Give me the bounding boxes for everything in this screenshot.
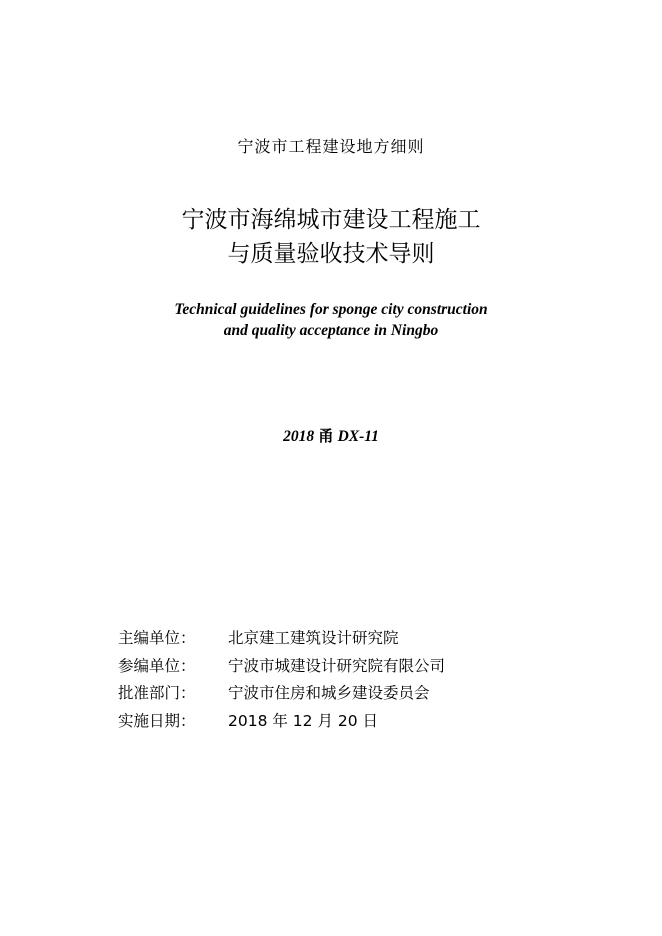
document-title	[0, 203, 662, 271]
series-title: 宁波市工程建设地方细则	[237, 137, 425, 156]
publication-info	[118, 626, 558, 736]
info-value: 北京建工建筑设计研究院	[228, 629, 399, 647]
document-number	[0, 424, 662, 446]
document-number-code: DX-11	[337, 428, 379, 445]
english-title	[0, 299, 662, 341]
info-value: 宁波市城建设计研究院有限公司	[228, 656, 446, 675]
english-title-line-2: and quality acceptance in Ningbo	[223, 322, 439, 339]
info-label: 主编单位：	[118, 629, 196, 647]
info-row-co-editor	[118, 654, 558, 682]
info-row-approving-department	[118, 681, 558, 709]
info-label: 参编单位：	[118, 656, 196, 675]
info-row-implementation-date	[118, 709, 558, 737]
info-label: 实施日期：	[118, 711, 196, 730]
english-title-line-1: Technical guidelines for sponge city construction	[174, 301, 488, 318]
info-value: 宁波市住房和城乡建设委员会	[228, 684, 430, 702]
info-value: 2018 年 12 月 20 日	[228, 711, 379, 730]
info-label: 批准部门：	[118, 684, 196, 702]
document-title-line-1: 宁波市海绵城市建设工程施工	[181, 207, 481, 233]
document-number-year: 2018	[283, 428, 315, 445]
info-row-chief-editor	[118, 626, 558, 654]
document-title-line-2: 与质量验收技术导则	[227, 241, 435, 267]
document-number-region: 甬	[318, 427, 334, 445]
